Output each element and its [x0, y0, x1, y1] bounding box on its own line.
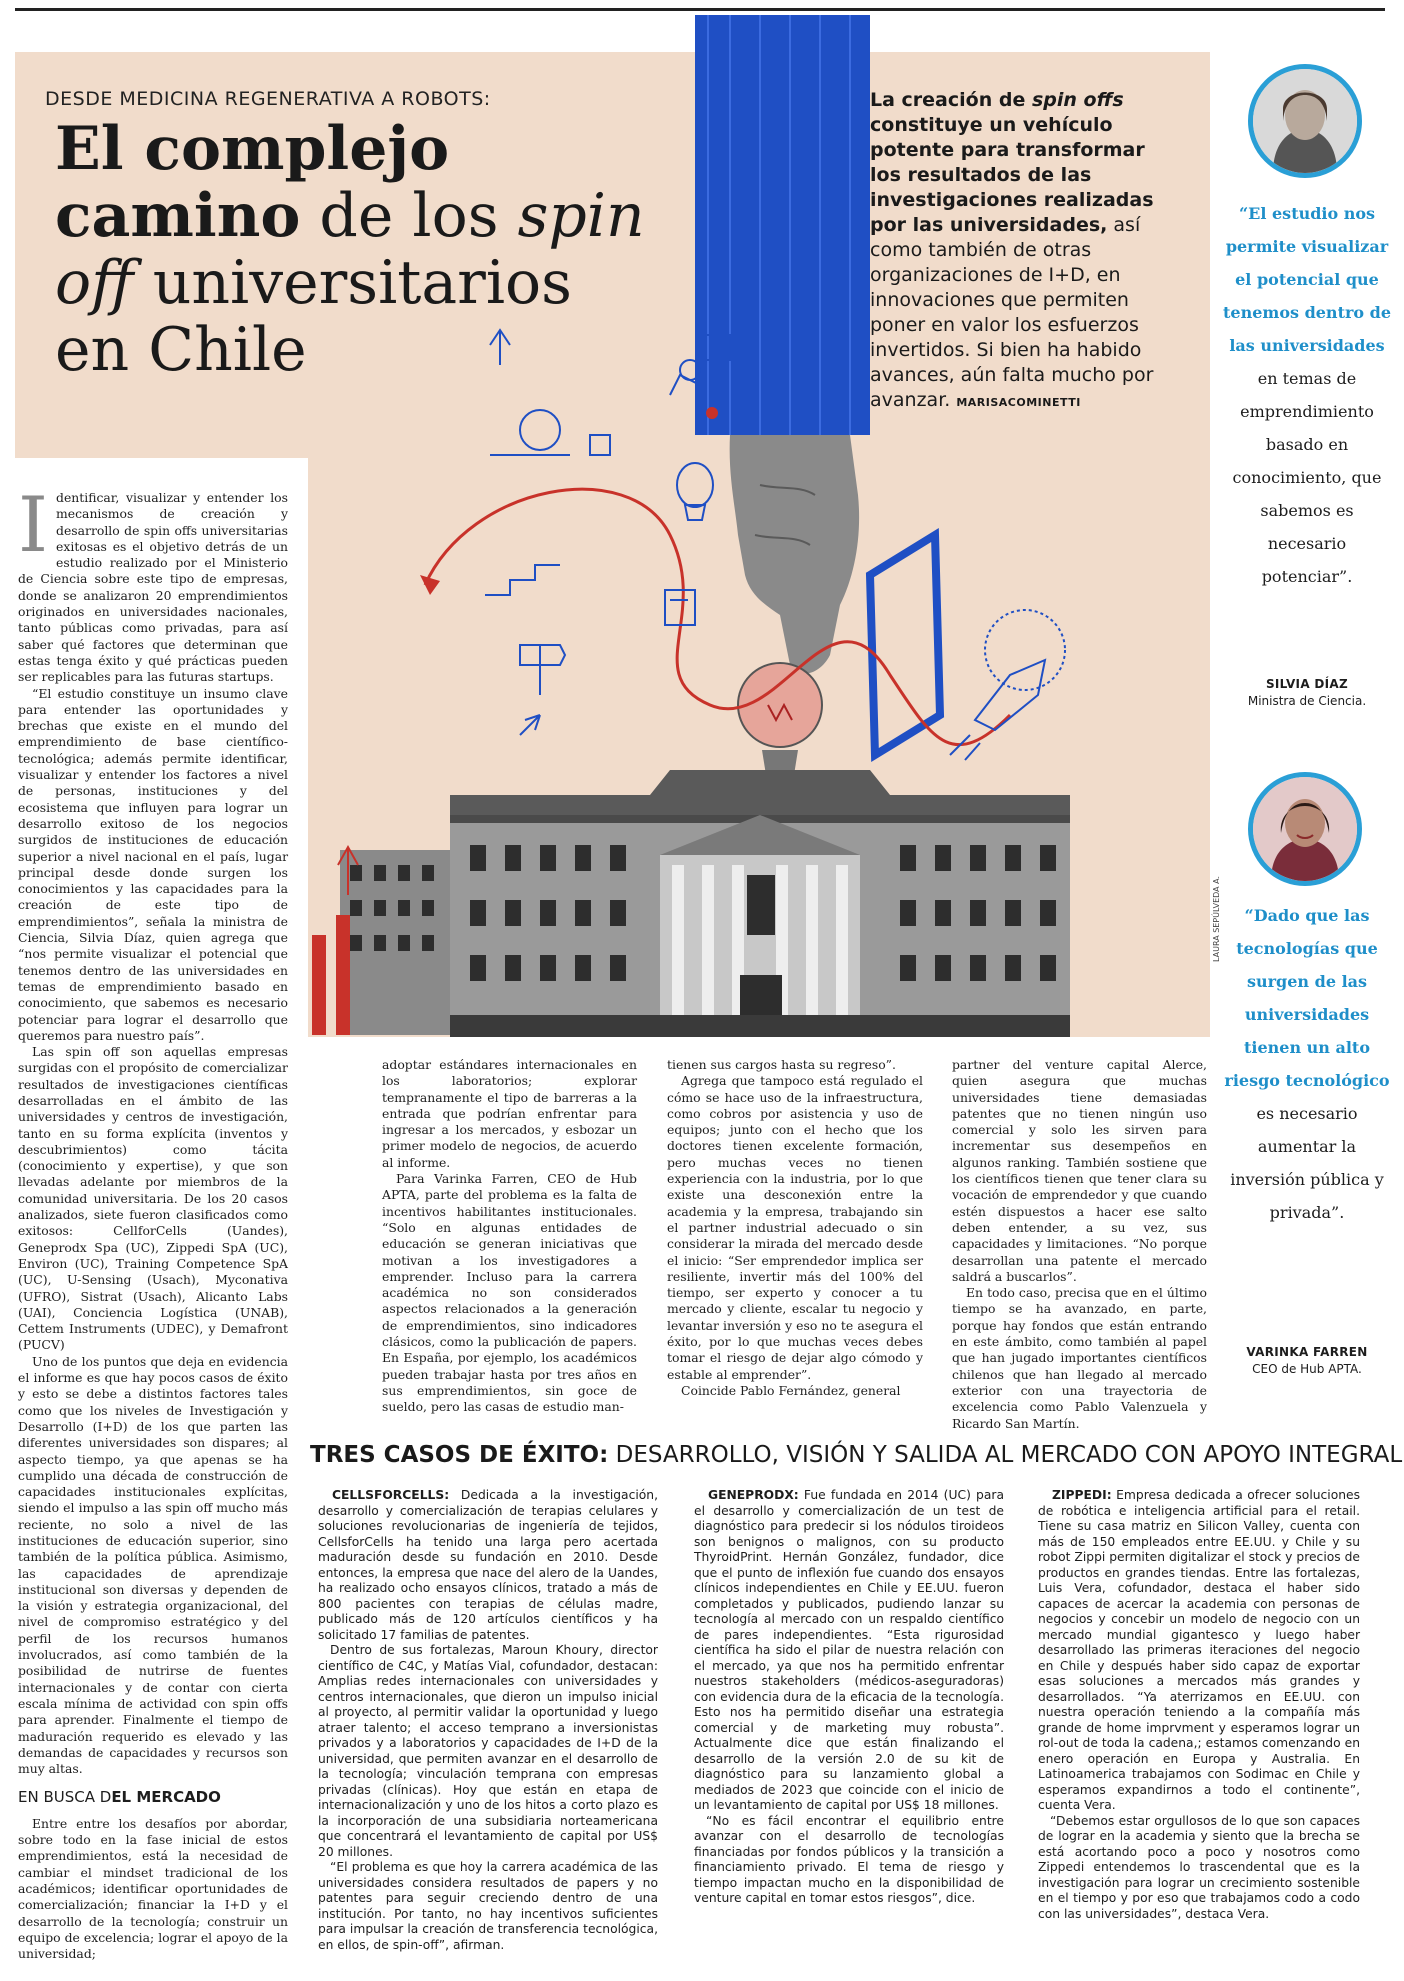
page-title: El complejo camino de los spin off universitarios en Chile — [55, 114, 645, 385]
portrait-varinka — [1253, 777, 1357, 881]
quote-author: SILVIA DÍAZ — [1265, 677, 1349, 691]
red-bar — [336, 915, 350, 1035]
article-column-1: Identificar, visualizar y entender los mecanismos de creación y desarrollo de spin offs universitarias exitosas es el objetivo detrás de un estudio realizado por el Ministerio de Ciencia sobre este tipo de empresas, donde se analizaron 20 emprendimientos originados en universidades nacionales, tanto públicas como privadas, para así saber qué factores que determinan que estas tenga éxito y qué prácticas pueden ser replicables para las futuras startups. “El estudio constituye un insumo clave para entender las oportunidades y brechas que existe en el mundo del emprendimiento de base científico-tecnológica; además permite identificar, visualizar y entender los factores a nivel de personas, instituciones y del ecosistema que influyen para lograr un desarrollo exitoso de los negocios surgidos de instituciones de educación superior a nivel nacional en el país, lugar principal desde donde surgen los conocimientos y las capacidades para la creación de este tipo de emprendimientos”, señala la ministra de Ciencia, Silvia Díaz, quien agrega que “nos permite visualizar el potencial que tenemos dentro de las universidades en temas de emprendimiento basado en conocimiento, que sabemos es necesario potenciar para lograr el desarrollo que queremos para nuestro país”. Las spin off son aquellas empresas surgidas con el propósito de comercializar resultados de investigaciones científicas desarrolladas en el ámbito de las universidades y centros de investigación, tanto en su forma explícita (inventos y descubrimientos) como tácita (conocimiento y expertise), y que son llevadas adelante por miembros de la comunidad universitaria. De los 20 casos analizados, siete fueron clasificados como exitosos: CellforCells (Uandes), Geneprodx Spa (UC), Zippedi SpA (UC), Environ (UC), Training Competence SpA (UC), U-Sensing (Usach), Myconativa (UFRO), Sistrat (Usach), Alicanto Labs (UAI), Conciencia Logística (UNAB), Cettem Instruments (UDEC), y Demafront (PUCV) Uno de los puntos que deja en evidencia el informe es que hay pocos casos de éxito y esto se debe a distintos factores tales como que los niveles de Investigación y Desarrollo (I+D) de los que parten las diferentes universidades son dispares; al aspecto tiempo, ya que apenas se ha cumplido una década de construcción de capacidades institucionales explícitas, siendo el impulso a las spin off mucho más reciente, no solo a nivel de las instituciones de educación superior, sino también de la política pública. Asimismo, las capacidades de aprendizaje institucional son diversas y dependen de la visión y estrategia organizacional, del nivel de compromiso estratégico y del perfil de los recursos humanos involucrados, así como también de la posibilidad de nutrirse de fuentes internacionales y de contar con cierta escala mínima de actividad con spin offs para aprender. Finalmente el tiempo de maduración requerido es elevado y las demandas de capacidades y recursos son muy altas. EN BUSCA DEL MERCADO Entre entre los desafíos por abordar, sobre todo en la fase inicial de estos emprendimientos, está la necesidad de cambiar el mindset tradicional de los académicos; identificar oportunidades de comercialización; financiar la I+D y el desarrollo de la tecnología; construir un equipo de excelencia; lograr el apoyo de la universidad; — [18, 480, 288, 1962]
hand — [730, 435, 859, 674]
avatar — [1248, 772, 1362, 886]
open-book — [870, 535, 940, 755]
quote-author: VARINKA FARREN — [1246, 1345, 1368, 1359]
quote-author-role: CEO de Hub APTA. — [1252, 1362, 1362, 1376]
article-column-2: adoptar estándares internacionales en los laboratorios; explorar tempranamente el tipo de barreras a la entrada que podrían enfrentar para ingresar a los mercados, y esbozar un primer modelo de negocios, de acuerdo al informe. Para Varinka Farren, CEO de Hub APTA, parte del problema es la falta de incentivos habilitantes institucionales. “Solo en algunas entidades de educación se generan iniciativas que motivan a los investigadores a emprender. Incluso para la carrera académica no son considerados aspectos relacionados a la generación de emprendimientos, sino indicadores clásicos, como la publicación de papers. En España, por ejemplo, los académicos pueden trabajar hasta por tres años en sus emprendimientos, sin goce de sueldo, pero las casas de estudio man- — [382, 1057, 637, 1415]
case-geneprodx: GENEPRODX: Fue fundada en 2014 (UC) para el desarrollo y comercialización de un test de diagnóstico para predecir si los nódulos tiroideos son benignos o malignos, con su producto ThyroidPrint. Hernán González, fundador, dice que el punto de inflexión fue cuando dos ensayos clínicos independientes en Chile y EE.UU. fueron completados y publicados, pudiendo lanzar su tecnología al mercado con un respaldo científico de pares independientes. “Esta rigurosidad científica ha sido el pilar de nuestra relación con el mercado, ya que nos ha permitido enfrentar nuestros stakeholders (médicos-aseguradoras) con evidencia dura de la eficacia de la tecnología. Esto nos ha permitido diseñar una estrategia comercial y de marketing muy robusta”. Actualmente dice que están finalizando el desarrollo de la versión 2.0 de su kit de diagnóstico para su lanzamiento global a mediados de 2023 que coincide con el inicio de un levantamiento de capital por US$ 18 millones. “No es fácil encontrar el equilibrio entre avanzar con el desarrollo de tecnologías financiadas por fondos públicos y la transición a financiamiento privado. El tema de riesgo y tiempo impactan mucho en la disponibilidad de venture capital en tomar estos riesgos”, dice. — [694, 1488, 1004, 1905]
top-rule — [15, 8, 1385, 11]
portrait-silvia — [1253, 69, 1357, 173]
cuff-button — [706, 407, 718, 419]
university-building — [340, 770, 1070, 1037]
blue-sleeve — [695, 15, 870, 435]
drop-cap: I — [18, 480, 49, 569]
deck: La creación de spin offs constituye un vehículo potente para transformar los resultados de las investigaciones realizadas por las universidades, así como también de otras organizaciones de I+D, en innovaciones que permiten poner en valor los esfuerzos invertidos. Si bien ha habido avances, aún falta mucho por avanzar. MARISACOMINETTI — [870, 89, 1154, 411]
quote-varinka: “Dado que las tecnologías que surgen de las universidades tienen un alto riesgo tecnológico es necesario aumentar la inversión pública y privada”. — [1224, 906, 1390, 1222]
red-bar — [312, 935, 326, 1035]
section-subhead: EN BUSCA DEL MERCADO — [18, 1788, 221, 1807]
quote-author-role: Ministra de Ciencia. — [1247, 694, 1367, 708]
case-cellsforcells: CELLSFORCELLS: Dedicada a la investigación, desarrollo y comercialización de terapias celulares y soluciones revolucionarias de ingeniería de tejidos, CellsforCells ha tenido una larga pero acertada maduración desde su fundación en 2010. Desde entonces, la empresa que nace del alero de la Uandes, ha realizado ocho ensayos clínicos, tratado a más de 800 pacientes con terapias de células madre, publicado más de 120 artículos científicos y ha solicitado 17 familias de patentes. Dentro de sus fortalezas, Maroun Khoury, director científico de C4C, y Matías Vial, cofundador, destacan: Amplias redes internacionales con universidades y centros internacionales, que dieron un impulso inicial al proyecto, al permitir validar la oportunidad y luego atraer talento; el acceso temprano a inversionistas privados y a laboratorios y capacidades de I+D de la universidad, que permiten avanzar en el desarrollo de la tecnología; vinculación temprana con empresas privadas (clínicas). Hoy que están en etapa de internacionalización y uno de los hitos a corto plazo es la incorporación de una subsidiaria norteamericana que concentrará el levantamiento de capital por US$ 20 millones. “El problema es que hoy la carrera académica de las universidades considera resultados de papers y no patentes para seguir creciendo dentro de una institución. Por tanto, no hay incentivos suficientes para impulsar la creación de transferencia tecnológica, en ellos, de spin-off”, afirman. — [318, 1488, 658, 1952]
cases-section-title: TRES CASOS DE ÉXITO: DESARROLLO, VISIÓN Y SALIDA AL MERCADO CON APOYO INTEGRAL — [310, 1442, 1403, 1468]
article-column-4: partner del venture capital Alerce, quien asegura que muchas universidades tiene demasiadas patentes que no tienen ningún uso comercial y solo les sirven para incrementar sus desempeños en algunos ranking. También sostiene que los científicos tienen que tener clara su vocación de emprendedor y que cuando estén dispuestos a hacer ese salto deben entender, a su vez, sus capacidades y limitaciones. “No porque desarrollan una patente el mercado saldrá a buscarlos”. En todo caso, precisa que en el último tiempo se ha avanzado, en parte, porque hay fondos que están entrando en este ámbito, como también al papel que han jugado importantes científicos chilenos que han llegado al mercado exterior con una trayectoria de excelencia como Pablo Valenzuela y Ricardo San Martín. — [952, 1057, 1207, 1431]
red-path — [425, 489, 1010, 744]
quote-silvia: “El estudio nos permite visualizar el potencial que tenemos dentro de las universidades en temas de emprendimiento basado en conocimiento, que sabemos es necesario potenciar”. — [1223, 204, 1391, 586]
kicker: DESDE MEDICINA REGENERATIVA A ROBOTS: — [45, 88, 491, 110]
byline: MARISACOMINETTI — [956, 396, 1081, 409]
article-column-3: tienen sus cargos hasta su regreso”. Agrega que tampoco está regulado el cómo se hace uso de la infraestructura, como cobros por asistencia y uso de equipos; junto con el hecho que los doctores tienen excelente formación, pero muchas veces no tienen experiencia con la industria, por lo que existe una desconexión entre la academia y la empresa, trabajando sin el partner industrial adecuado o sin considerar la mirada del mercado desde el inicio: “Ser emprendedor implica ser resiliente, invertir más del 100% del tiempo, ser experto y conocer a tu mercado y cliente, escalar tu negocio y levantar inversión y eso no te asegura el éxito, por lo que muchas veces debes tomar el riesgo de dejar algo cómodo y estable al emprender”. Coincide Pablo Fernández, general — [667, 1057, 923, 1398]
photo-credit: LAURA SEPÚLVEDA A. — [1212, 875, 1221, 962]
case-zippedi: ZIPPEDI: Empresa dedicada a ofrecer soluciones de robótica e inteligencia artificial para el retail. Tiene su casa matriz en Silicon Valley, cuenta con más de 150 empleados entre EE.UU. y Chile y su robot Zippi permiten digitalizar el stock y precios de productos en grandes tiendas. Entre las fortalezas, Luis Vera, cofundador, destaca el haber sido capaces de acercar la academia con personas de negocios y concebir un modelo de negocio con un mercado mundial gigantesco y luego haber desarrollado las primeras iteraciones del negocio en Chile y después haber sido capaz de exportar esas soluciones a mercados más grandes y desarrollados. “Ya aterrizamos en EE.UU. con nuestra operación teniendo a la compañía más grande de home imprvment y esperamos lograr un rol-out de toda la cadena,; estamos comenzando en enero operación en Europa y Australia. En Latinoamerica trabajamos con Sodimac en Chile y esperamos expandirnos a todo el continente”, cuenta Vera. “Debemos estar orgullosos de lo que son capaces de lograr en la academia y siento que la brecha se está acortando poco a poco y nosotros como Zippedi entendemos lo trascendental que es la investigación para lograr un crecimiento sostenible en el tiempo y por eso que trabajamos codo a codo con las universidades”, destaca Vera. — [1038, 1488, 1360, 1921]
avatar — [1248, 64, 1362, 178]
